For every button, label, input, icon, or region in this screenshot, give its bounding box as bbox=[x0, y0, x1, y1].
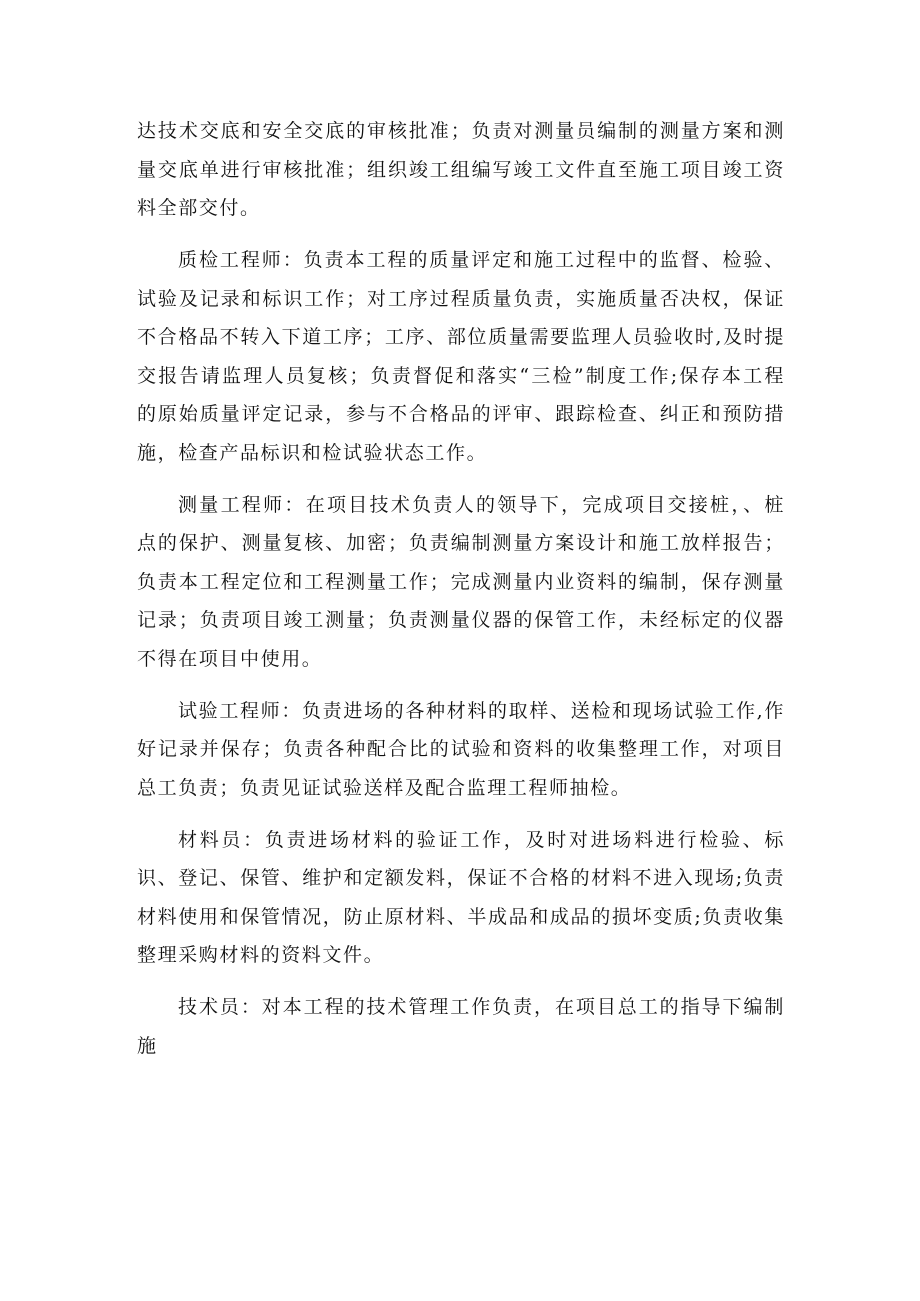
paragraph-continuation: 达技术交底和安全交底的审核批准；负责对测量员编制的测量方案和测量交底单进行审核批准；组织竣工组编写竣工文件直至施工项目竣工资料全部交付。 bbox=[137, 120, 785, 219]
document-body bbox=[137, 112, 785, 1079]
paragraph-technician: 技术员：对本工程的技术管理工作负责，在项目总工的指导下编制施 bbox=[137, 996, 785, 1057]
paragraph-survey-engineer: 测量工程师：在项目技术负责人的领导下，完成项目交接桩，、桩点的保护、测量复核、加密；负责编制测量方案设计和施工放样报告；负责本工程定位和工程测量工作；完成测量内业资料的编制，保存测量记录；负责项目竣工测量；负责测量仪器的保管工作，未经标定的仪器不得在项目中使用。 bbox=[137, 493, 785, 670]
paragraph-quality-inspection-engineer: 质检工程师：负责本工程的质量评定和施工过程中的监督、检验、试验及记录和标识工作；对工序过程质量负责，实施质量否决权，保证不合格品不转入下道工序；工序、部位质量需要监理人员验收时,及时提交报告请监理人员复核；负责督促和落实“三检”制度工作;保存本工程的原始质量评定记录，参与不合格品的评审、跟踪检查、纠正和预防措施，检查产品标识和检试验状态工作。 bbox=[137, 249, 785, 464]
paragraph-materials-clerk: 材料员：负责进场材料的验证工作，及时对进场料进行检验、标识、登记、保管、维护和定额发料，保证不合格的材料不进入现场;负责材料使用和保管情况，防止原材料、半成品和成品的损坏变质;负责收集整理采购材料的资料文件。 bbox=[137, 828, 785, 966]
paragraph-test-engineer: 试验工程师：负责进场的各种材料的取样、送检和现场试验工作,作好记录并保存；负责各种配合比的试验和资料的收集整理工作，对项目总工负责；负责见证试验送样及配合监理工程师抽检。 bbox=[137, 699, 785, 799]
